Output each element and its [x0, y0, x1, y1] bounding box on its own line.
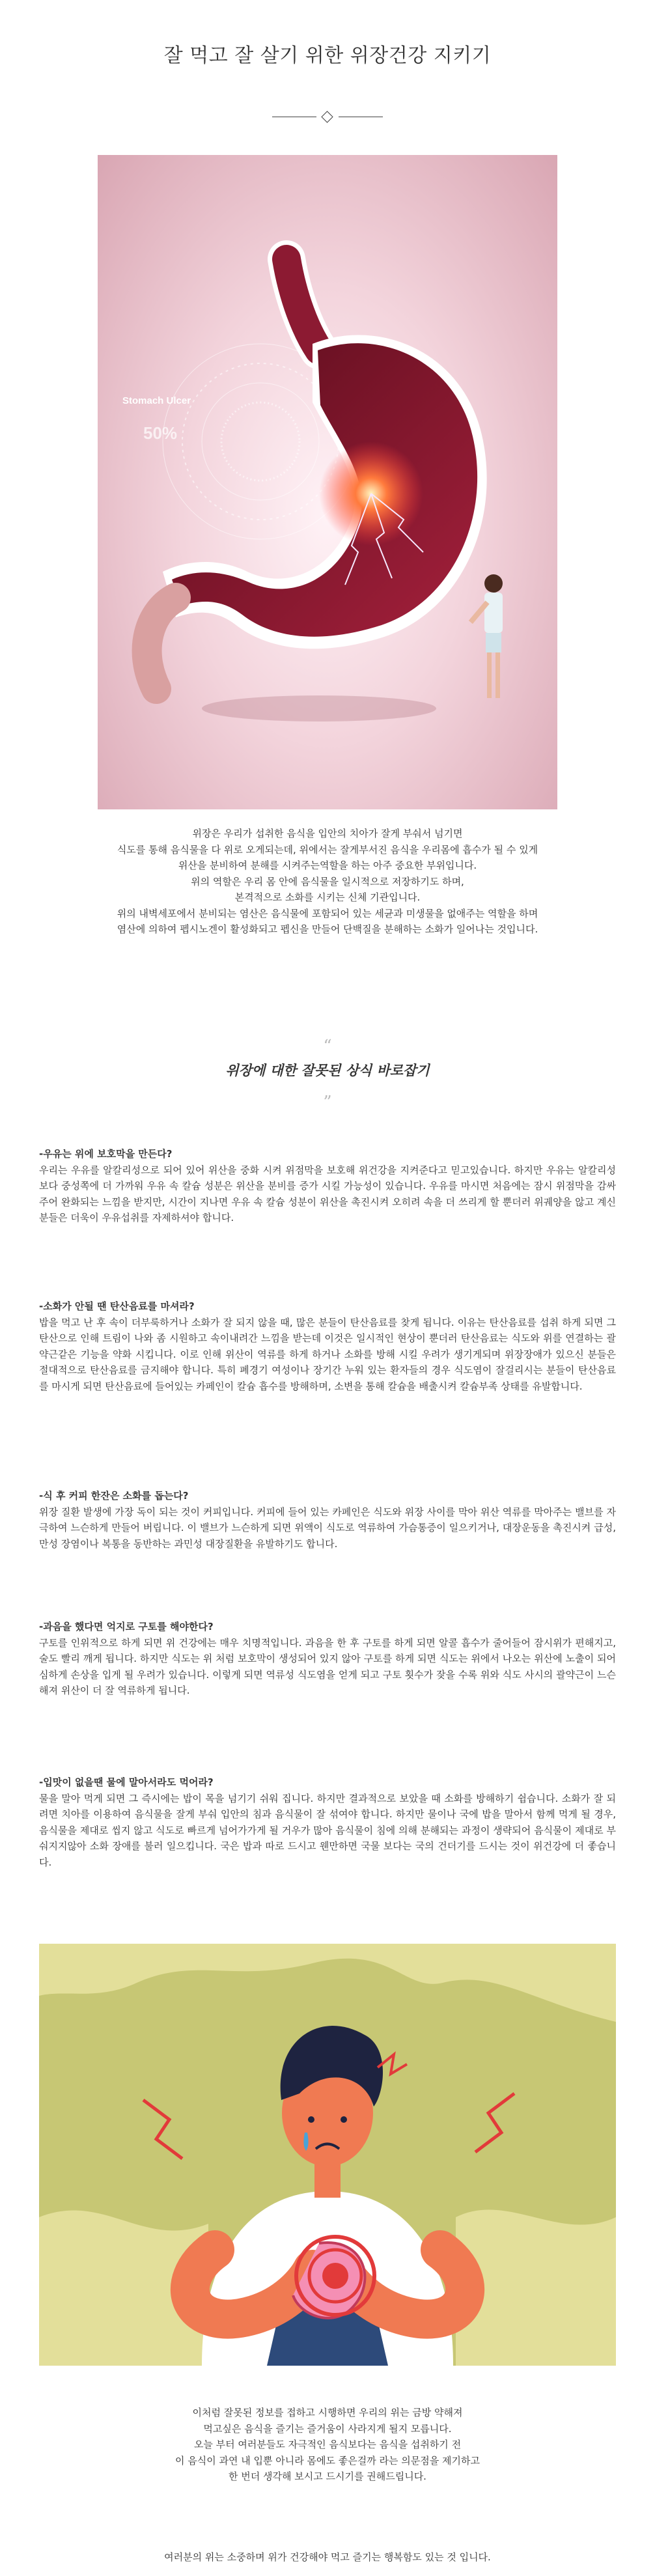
qa-question: -식 후 커피 한잔은 소화를 돕는다?: [39, 1490, 189, 1502]
qa-question: -과음을 했다면 억지로 구토를 해야한다?: [39, 1621, 214, 1632]
qa-question: -입맛이 없을땐 물에 말아서라도 먹어라?: [39, 1776, 214, 1788]
qa-block-coffee: [39, 1488, 616, 1552]
intro-line: 위의 내벽세포에서 분비되는 염산은 음식물에 포함되어 있는 세균과 미생물을 없애주는 역할을 하며: [117, 907, 538, 919]
title-divider: [272, 112, 383, 122]
intro-line: 염산에 의하여 펩시노겐이 활성화되고 펩신을 만들어 단백질을 분해하는 소화가 일어나는 것입니다.: [117, 923, 538, 935]
close-quote-icon: ”: [323, 1093, 332, 1112]
section-subtitle: 위장에 대한 잘못된 상식 바로잡기: [225, 1063, 430, 1078]
page-title: 잘 먹고 잘 살기 위한 위장건강 지키기: [163, 44, 492, 67]
closing-sentence: 여러분의 위는 소중하며 위가 건강해야 먹고 즐기는 행복함도 있는 것 입니다.: [164, 2551, 491, 2563]
intro-line: 위장은 우리가 섭취한 음식을 입안의 치아가 잘게 부숴서 넘기면: [192, 828, 463, 839]
qa-answer: 구토를 인위적으로 하게 되면 위 건강에는 매우 치명적입니다. 과음을 한 후 구토를 하게 되면 알콜 흡수가 줄어들어 잠시위가 편해지고, 술도 빨리 깨게 됩니다. 하지만 식도는 위 처럼 보호막이 생성되어 있지 않아 구토를 하게 되면 식도는 위에서 나오는 위산에 노출이 되어 심하게 손상을 입게 될 우려가 있습니다. 이렇게 되면 역류성 식도염을 얻게 되고 구토 횟수가 잦을 수록 위와 식도 사시의 괄약근이 느슨해져 위산이 더 잘 역류하게 됩니다.: [39, 1636, 616, 1697]
stomach-pain-illustration: [39, 1944, 616, 2366]
outro-line: 한 번더 생각해 보시고 드시기를 권해드립니다.: [229, 2471, 426, 2482]
intro-paragraph: [39, 826, 616, 938]
stomach-hero-image: [98, 155, 557, 809]
outro-line: 이 음식이 과연 내 입뿐 아니라 몸에도 좋은걸까 라는 의문점을 제기하고: [175, 2454, 480, 2467]
qa-answer: 위장 질환 발생에 가장 독이 되는 것이 커피입니다. 커피에 들어 있는 카페인은 식도와 위장 사이를 막아 위산 역류를 막아주는 밸브를 자극하여 느슨하게 만들어 버립니다. 이 밸브가 느슨하게 되면 위액이 식도로 역류하여 가슴통증이 일으키거나, 대장운동을 촉진시켜 급성,만성 장염이나 복통을 동반하는 과민성 대장질환을 유발하기도 합니다.: [39, 1505, 616, 1550]
intro-line: 위의 역할은 우리 몸 안에 음식물을 일시적으로 저장하기도 하며,: [191, 875, 464, 888]
qa-question: -소화가 안될 땐 탄산음료를 마셔라?: [39, 1300, 195, 1312]
qa-block-soda: [39, 1298, 616, 1395]
intro-line: 본격적으로 소화를 시키는 신체 기관입니다.: [234, 891, 421, 903]
qa-answer: 우리는 우유를 알칼리성으로 되어 있어 위산을 중화 시켜 위점막을 보호해 위건강을 지켜준다고 믿고있습니다. 하지만 우유는 알칼리성 보다 중성쪽에 더 가까워 우유 속 칼슘 성분은 위산을 분비를 증가 시킬 가능성이 있습니다. 우유를 마시면 처음에는 잠시 위점막을 감싸주어 완화되는 느낌을 받지만, 시간이 지나면 우유 속 칼슘 성분이 위산을 촉진시켜 오히려 속을 더 쓰리게 할 뿐더러 위궤양을 않고 계신분들은 더욱이 우유섭취를 자제하셔야 합니다.: [39, 1164, 616, 1224]
diamond-ornament-icon: [321, 111, 333, 122]
intro-line: 위산을 분비하여 분해를 시켜주는역할을 하는 아주 중요한 부위입니다.: [178, 860, 477, 871]
outro-paragraph: [39, 2405, 616, 2485]
outro-line: 오늘 부터 여러분들도 자극적인 음식보다는 음식을 섭취하기 전: [193, 2439, 462, 2450]
outro-line: 먹고싶은 음식을 즐기는 즐거움이 사라지게 될지 모릅니다.: [203, 2422, 452, 2435]
outro-line: 이처럼 잘못된 정보를 접하고 시행하면 우리의 위는 금방 약해져: [192, 2407, 463, 2418]
intro-line: 식도를 통해 음식물을 다 위로 오게되는데, 위에서는 잘게부서진 음식을 우리몸에 흡수가 될 수 있게: [117, 843, 538, 856]
qa-block-milk: [39, 1146, 616, 1226]
qa-answer: 물을 말아 먹게 되면 그 즉시에는 밥이 목을 넘기기 쉬워 집니다. 하지만 결과적으로 보았을 때 소화를 방해하기 쉽습니다. 소화가 잘 되려면 치아를 이용하여 음식물을 잘게 부숴 입안의 침과 음식물이 잘 섞여야 합니다. 하지만 물이나 국에 밥을 말아서 함께 먹게 될 경우, 음식물을 제대로 씹지 않고 식도로 빠르게 넘어가가게 될 거우가 많아 음식물이 침에 의해 분해되는 과정이 생략되어 음식물이 제대로 부숴지지않아 소화 장애를 불러 일으킵니다. 국은 밥과 따로 드시고 웬만하면 국물 보다는 국의 건더기를 드시는 것이 위건강에 더 좋습니다.: [39, 1792, 616, 1868]
hero-overlay-label: Stomach Ulcer: [122, 395, 191, 406]
hero-overlay-percent: 50%: [143, 423, 178, 443]
open-quote-icon: “: [323, 1037, 332, 1056]
qa-question: -우유는 위에 보호막을 만든다?: [39, 1148, 173, 1160]
qa-block-vomit: [39, 1619, 616, 1699]
qa-answer: 밥을 먹고 난 후 속이 더부룩하거나 소화가 잘 되지 않을 때, 많은 분들이 탄산음료를 찾게 됩니다. 이유는 탄산음료를 섭취 하게 되면 그 탄산으로 인해 트림이 나와 좀 시원하고 속이내려간 느낌을 받는데 이것은 일시적인 현상이 뿐더러 탄산음료는 식도와 위를 연결하는 괄약근같은 기능을 약화 시킵니다. 이로 인해 위산이 역류를 하게 하거나 소화를 방해 시킬 우려가 생기게되며 위장장애가 있으신 분들은 절대적으로 탄산음료를 금지해야 합니다. 특히 폐경기 여성이나 장기간 누워 있는 환자들의 경우 식도염이 잘걸리시는 분들이 탄산음료를 마시게 되면 탄산음료에 들어있는 카페인이 칼슘 흡수를 방해하며, 소변을 통해 칼슘을 배출시켜 칼슘부족 상태를 유발합니다.: [39, 1316, 616, 1392]
qa-block-rice-water: [39, 1774, 616, 1871]
